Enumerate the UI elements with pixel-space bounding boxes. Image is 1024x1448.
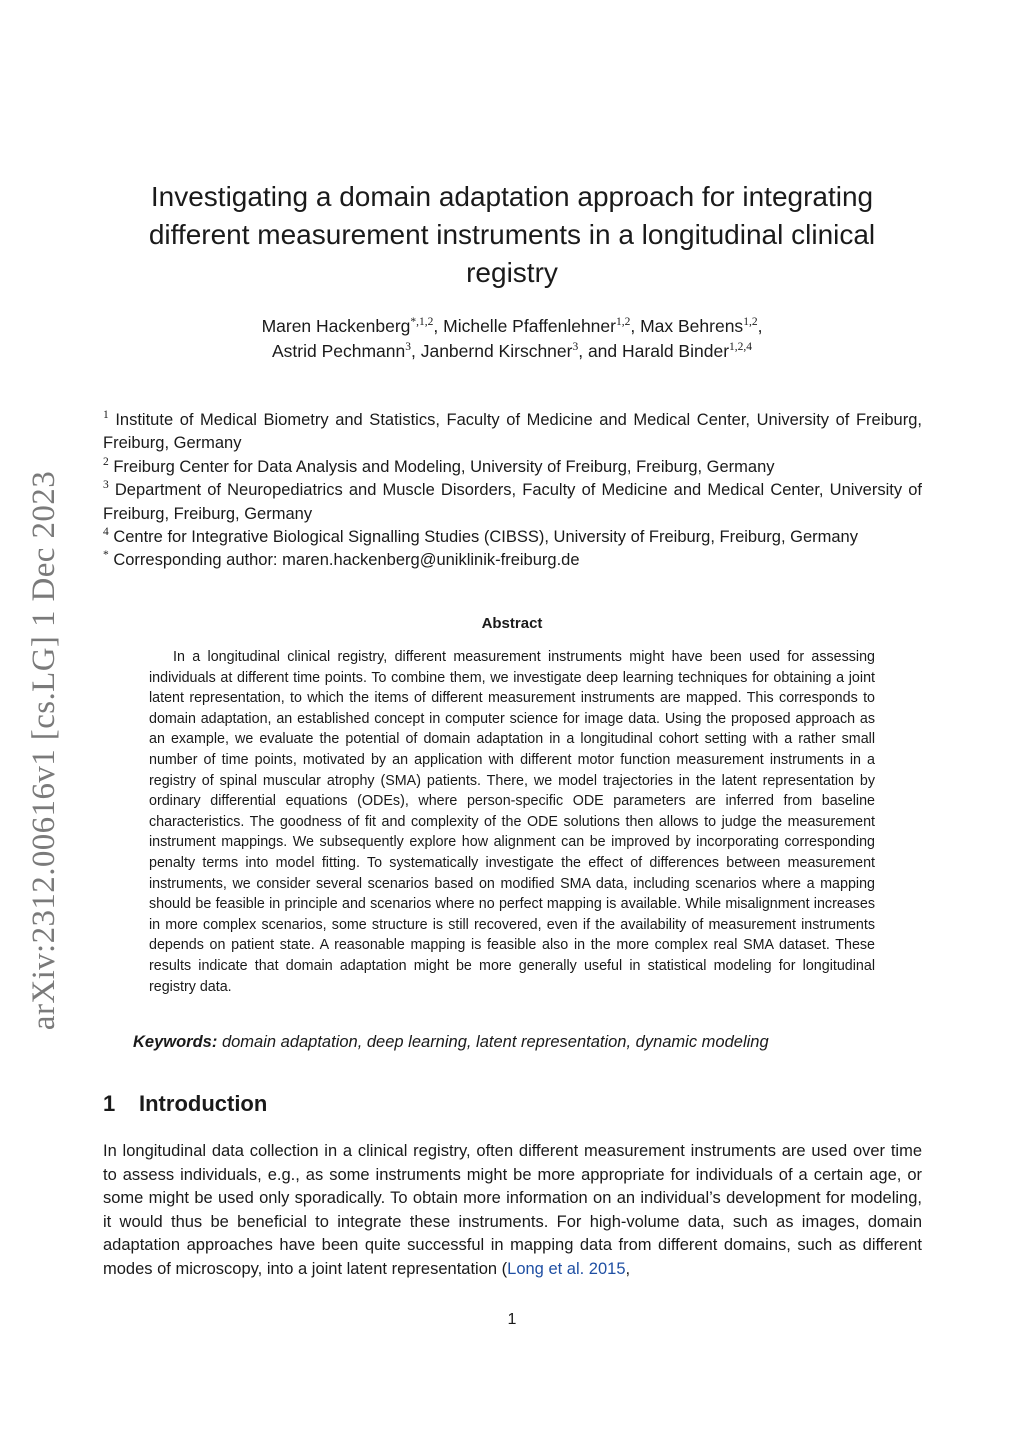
author-affiliation-marks: 3 [572, 341, 579, 353]
affiliation-text: Corresponding author: maren.hackenberg@uniklinik-freiburg.de [108, 551, 580, 570]
affiliation-item [103, 456, 922, 479]
keywords-line [133, 1033, 893, 1052]
affiliation-mark: 3 [103, 479, 109, 492]
affiliation-text: Centre for Integrative Biological Signalling Studies (CIBSS), University of Freiburg, Freiburg, Germany [108, 528, 858, 547]
abstract-body: In a longitudinal clinical registry, different measurement instruments might have been used for assessing individuals at different time points. To combine them, we investigate deep learning techniques for obtaining a joint latent representation, to which the items of different measurement instruments are mapped. This corresponds to domain adaptation, an established concept in computer science for image data. Using the proposed approach as an example, we evaluate the potential of domain adaptation in a longitudinal cohort setting with a rather small number of time points, motivated by an application with different motor function measurement instruments in a registry of spinal muscular atrophy (SMA) patients. There, we model trajectories in the latent representation by ordinary differential equations (ODEs), where person-specific ODE parameters are inferred from baseline characteristics. The goodness of fit and complexity of the ODE solutions then allows to judge the measurement instrument mappings. We subsequently explore how alignment can be improved by incorporating corresponding penalty terms into model fitting. To systematically investigate the effect of differences between measurement instruments, we consider several scenarios based on modified SMA data, including scenarios where a mapping should be feasible in principle and scenarios where no perfect mapping is available. While misalignment increases in more complex scenarios, some structure is still recovered, even if the availability of measurement instruments depends on patient state. A reasonable mapping is feasible also in the more complex real SMA dataset. These results indicate that domain adaptation might be more generally useful in statistical modeling for longitudinal registry data. [149, 649, 875, 995]
abstract-heading: Abstract [481, 615, 543, 632]
author-affiliation-marks: 1,2 [615, 316, 631, 328]
author-line-2 [120, 339, 904, 364]
author-separator: , [630, 316, 641, 336]
affiliation-mark: 4 [103, 526, 109, 539]
arxiv-side-identifier [22, 458, 68, 1042]
author-separator: , [433, 316, 444, 336]
author-separator: , and [578, 341, 623, 361]
affiliation-item [103, 479, 922, 526]
author-name: Astrid Pechmann [271, 341, 406, 361]
author-affiliation-marks: 1,2,4 [729, 341, 753, 353]
section-number: 1 [103, 1091, 116, 1116]
keywords-label: Keywords: [133, 1033, 218, 1051]
affiliation-item [103, 409, 922, 456]
page-number: 1 [507, 1311, 517, 1328]
author-name: Max Behrens [640, 316, 744, 336]
section-heading [103, 1091, 267, 1117]
author-name: Harald Binder [622, 341, 730, 361]
affiliation-mark: 2 [103, 455, 109, 468]
affiliation-list [103, 409, 922, 573]
citation-link[interactable]: Long et al. 2015 [507, 1259, 626, 1278]
author-separator: , [410, 341, 421, 361]
author-separator: , [757, 316, 763, 336]
arxiv-identifier-text: arXiv:2312.00616v1 [cs.LG] 1 Dec 2023 [26, 470, 63, 1030]
author-name: Maren Hackenberg [261, 316, 411, 336]
author-line-1 [120, 314, 904, 339]
introduction-paragraph [103, 1140, 922, 1282]
affiliation-item [103, 526, 922, 549]
affiliation-mark: 1 [103, 409, 109, 421]
affiliation-text: Freiburg Center for Data Analysis and Modeling, University of Freiburg, Freiburg, Germany [108, 457, 775, 476]
author-affiliation-marks: *,1,2 [410, 316, 434, 328]
paper-title: Investigating a domain adaptation approach for integrating different measurement instruments in a longitudinal clinical registry [148, 181, 876, 288]
section-title: Introduction [139, 1091, 268, 1116]
introduction-text: In longitudinal data collection in a clinical registry, often different measurement instruments are used over time to assess individuals, e.g., as some instruments might be more appropriate for individuals of a certain age, or some might be used only sporadically. To obtain more information on an individual’s development for modeling, it would thus be beneficial to integrate these instruments. For high-volume data, such as images, domain adaptation approaches have been quite successful in mapping data from different domains, such as different modes of microscopy, into a joint latent representation ( [103, 1142, 922, 1278]
introduction-trailing: , [625, 1259, 631, 1278]
author-affiliation-marks: 3 [405, 341, 411, 353]
affiliation-text: Institute of Medical Biometry and Statistics, Faculty of Medicine and Medical Center, University of Freiburg, Freiburg, Germany [103, 411, 922, 453]
corresponding-author [103, 549, 922, 572]
keywords-text: domain adaptation, deep learning, latent representation, dynamic modeling [217, 1033, 769, 1051]
author-list [120, 314, 904, 364]
author-affiliation-marks: 1,2 [743, 316, 758, 328]
affiliation-mark: * [103, 549, 109, 562]
affiliation-text: Department of Neuropediatrics and Muscle Disorders, Faculty of Medicine and Medical Center, University of Freiburg, Freiburg, Germany [103, 481, 922, 523]
author-name: Janbernd Kirschner [420, 341, 573, 361]
author-name: Michelle Pfaffenlehner [443, 316, 616, 336]
